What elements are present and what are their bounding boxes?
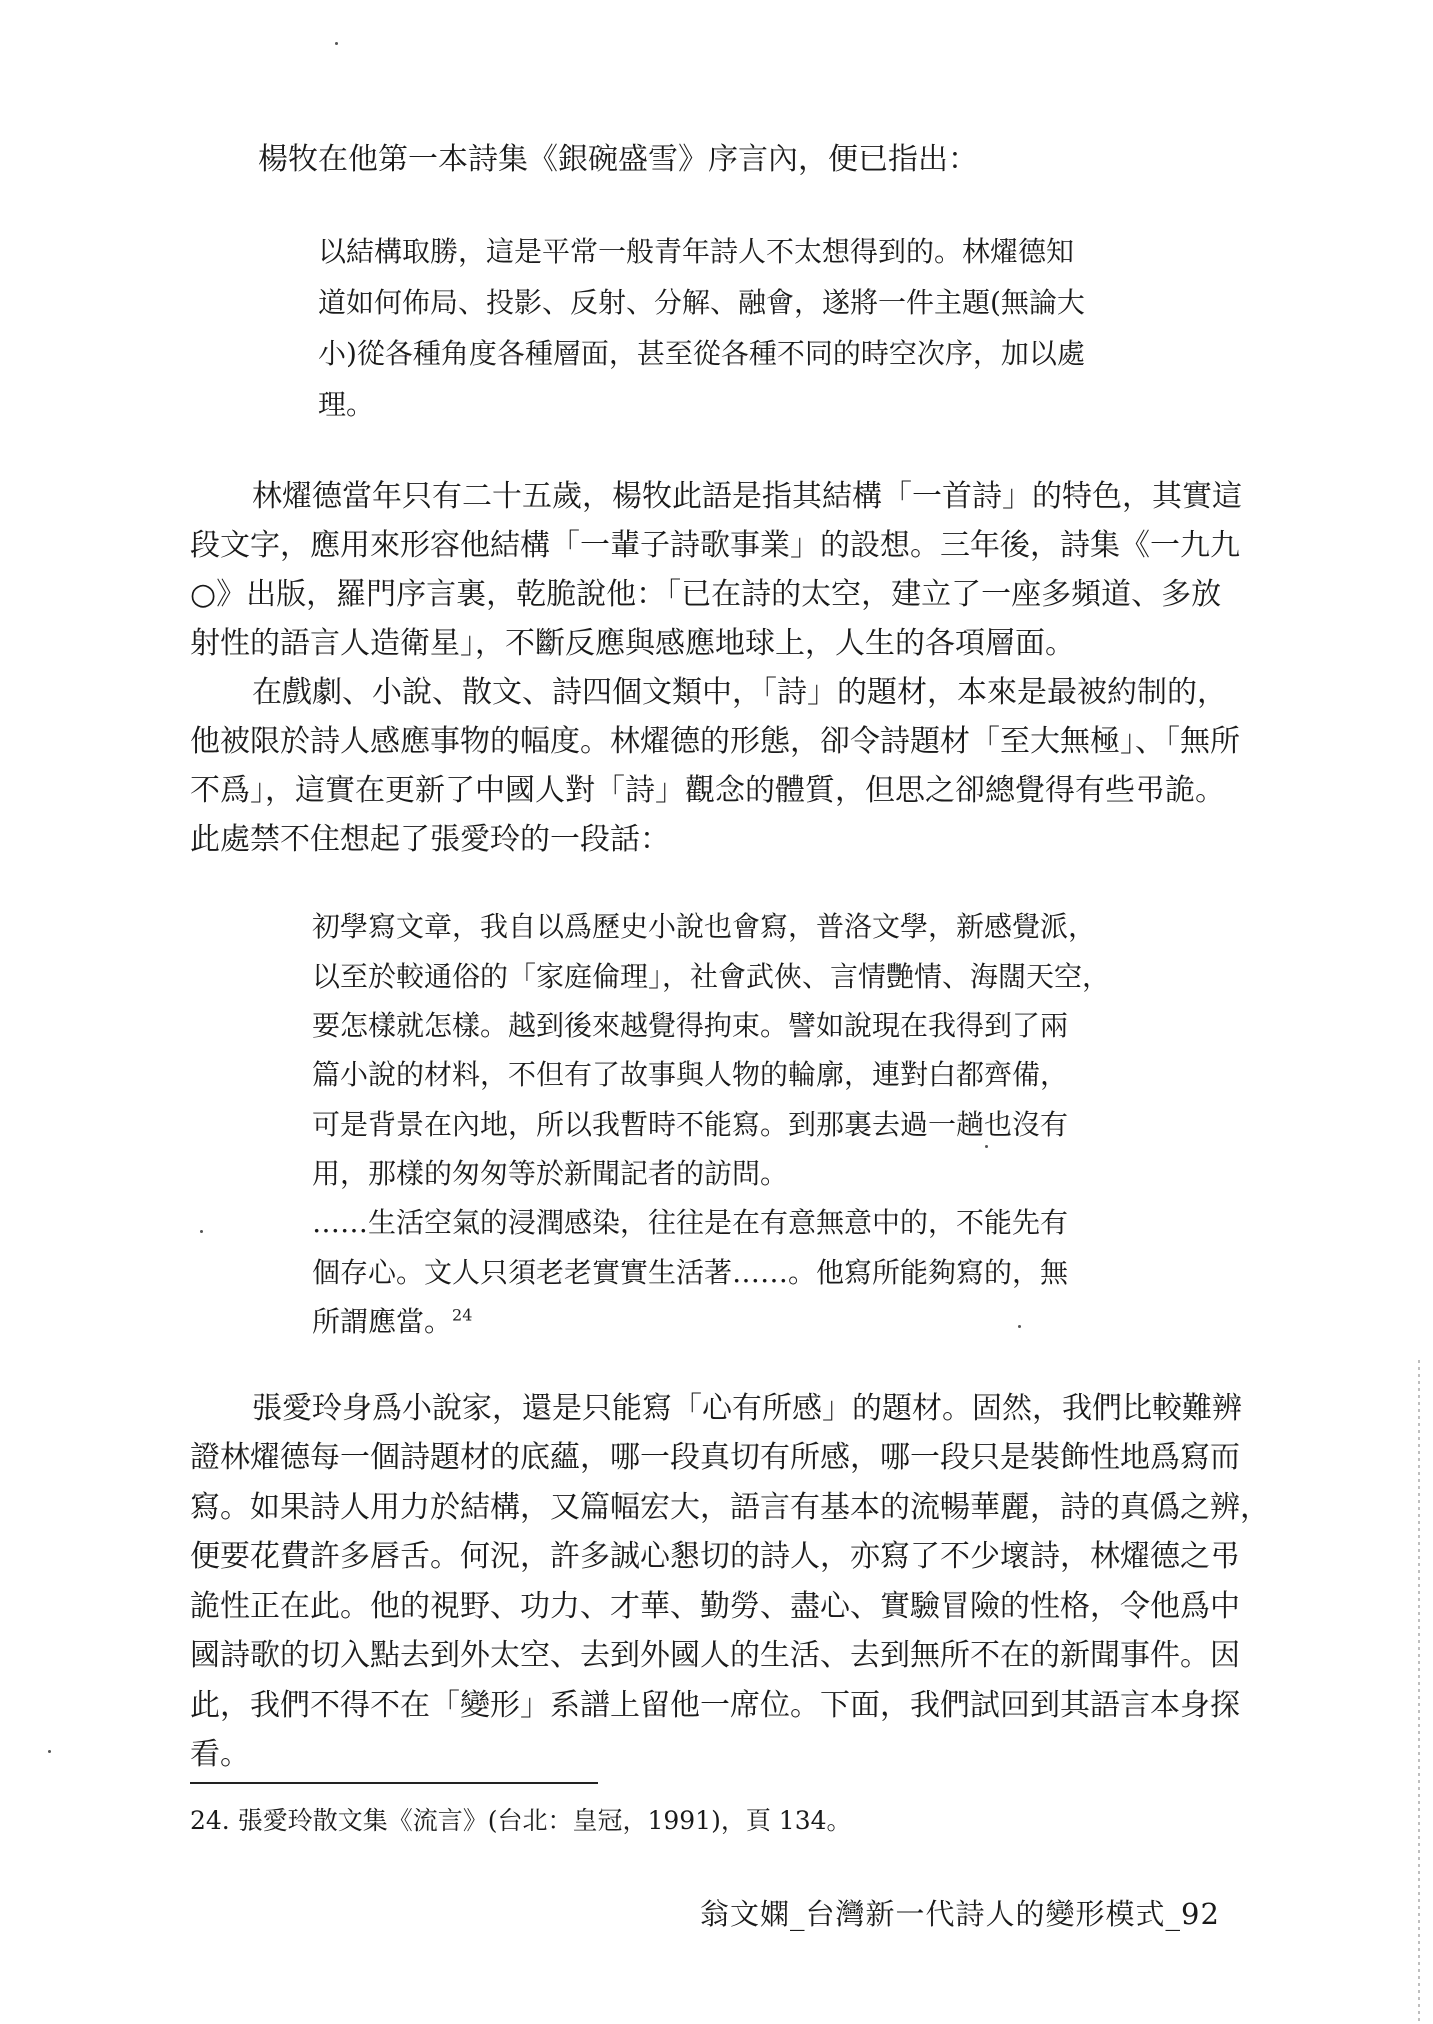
body-line: 林燿德當年只有二十五歲，楊牧此語是指其結構「一首詩」的特色，其實這 [252, 479, 1242, 514]
body-line: 段文字，應用來形容他結構「一輩子詩歌事業」的設想。三年後，詩集《一九九 [190, 528, 1240, 563]
body-line: 不爲」，這實在更新了中國人對「詩」觀念的體質，但思之卻總覺得有些弔詭。 [190, 773, 1225, 808]
body-line: 國詩歌的切入點去到外太空、去到外國人的生活、去到無所不在的新聞事件。因 [190, 1638, 1240, 1673]
body-line: 寫。如果詩人用力於結構，又篇幅宏大，語言有基本的流暢華麗，詩的真僞之辨， [190, 1490, 1270, 1525]
scan-edge-artifact [1418, 1360, 1420, 2024]
body-line: 此，我們不得不在「變形」系譜上留他一席位。下面，我們試回到其語言本身探 [190, 1688, 1240, 1723]
quote-line: 可是背景在內地，所以我暫時不能寫。到那裏去過一趟也沒有 [312, 1108, 1069, 1141]
quote-line: ……生活空氣的浸潤感染，往往是在有意無意中的，不能先有 [312, 1206, 1069, 1239]
body-line: 張愛玲身爲小說家，還是只能寫「心有所感」的題材。固然，我們比較難辨 [252, 1391, 1242, 1426]
quote-last-text: 所謂應當。 [312, 1305, 453, 1338]
footnote-divider [190, 1782, 598, 1784]
quote-line [312, 1302, 472, 1342]
quote-line: 道如何佈局、投影、反射、分解、融會，遂將一件主題(無論大 [318, 286, 1085, 319]
body-line: 他被限於詩人感應事物的幅度。林燿德的形態，卻令詩題材「至大無極」、「無所 [190, 724, 1240, 759]
quote-line: 小)從各種角度各種層面，甚至從各種不同的時空次序，加以處 [318, 337, 1085, 370]
page-footer: 翁文嫻_台灣新一代詩人的變形模式_92 [700, 1897, 1220, 1931]
body-line: 在戲劇、小說、散文、詩四個文類中，「詩」的題材，本來是最被約制的， [252, 675, 1227, 710]
body-line: 詭性正在此。他的視野、功力、才華、勤勞、盡心、實驗冒險的性格，令他爲中 [190, 1589, 1240, 1624]
scan-speck [335, 42, 338, 45]
intro-line: 楊牧在他第一本詩集《銀碗盛雪》序言內，便已指出： [258, 142, 978, 177]
quote-line: 以結構取勝，這是平常一般青年詩人不太想得到的。林燿德知 [318, 235, 1075, 268]
quote-line: 理。 [318, 388, 375, 421]
scan-speck [985, 1145, 988, 1148]
quote-line: 用，那樣的匆匆等於新聞記者的訪問。 [312, 1157, 789, 1190]
body-line: 證林燿德每一個詩題材的底蘊，哪一段真切有所感，哪一段只是裝飾性地爲寫而 [190, 1440, 1240, 1475]
body-line: 此處禁不住想起了張愛玲的一段話： [190, 822, 670, 857]
scan-speck [200, 1230, 203, 1233]
quote-line: 個存心。文人只須老老實實生活著……。他寫所能夠寫的，無 [312, 1256, 1069, 1289]
footnote-ref: 24 [452, 1305, 473, 1325]
quote-line: 篇小說的材料，不但有了故事與人物的輪廓，連對白都齊備， [312, 1058, 1069, 1091]
body-line: 看。 [190, 1737, 250, 1772]
body-line: 射性的語言人造衛星」，不斷反應與感應地球上，人生的各項層面。 [190, 626, 1075, 661]
footnote: 24. 張愛玲散文集《流言》(台北：皇冠，1991)，頁 134。 [190, 1806, 852, 1835]
scan-speck [1018, 1325, 1021, 1328]
scan-speck [48, 1750, 51, 1753]
quote-line: 要怎樣就怎樣。越到後來越覺得拘束。譬如說現在我得到了兩 [312, 1009, 1069, 1042]
quote-line: 初學寫文章，我自以爲歷史小說也會寫，普洛文學，新感覺派， [312, 910, 1097, 943]
body-line: 便要花費許多唇舌。何況，許多誠心懇切的詩人，亦寫了不少壞詩，林燿德之弔 [190, 1539, 1240, 1574]
quote-line: 以至於較通俗的「家庭倫理」，社會武俠、言情艷情、海闊天空， [312, 960, 1111, 993]
body-line: ○》出版，羅門序言裏，乾脆說他：「已在詩的太空，建立了一座多頻道、多放 [190, 577, 1222, 612]
